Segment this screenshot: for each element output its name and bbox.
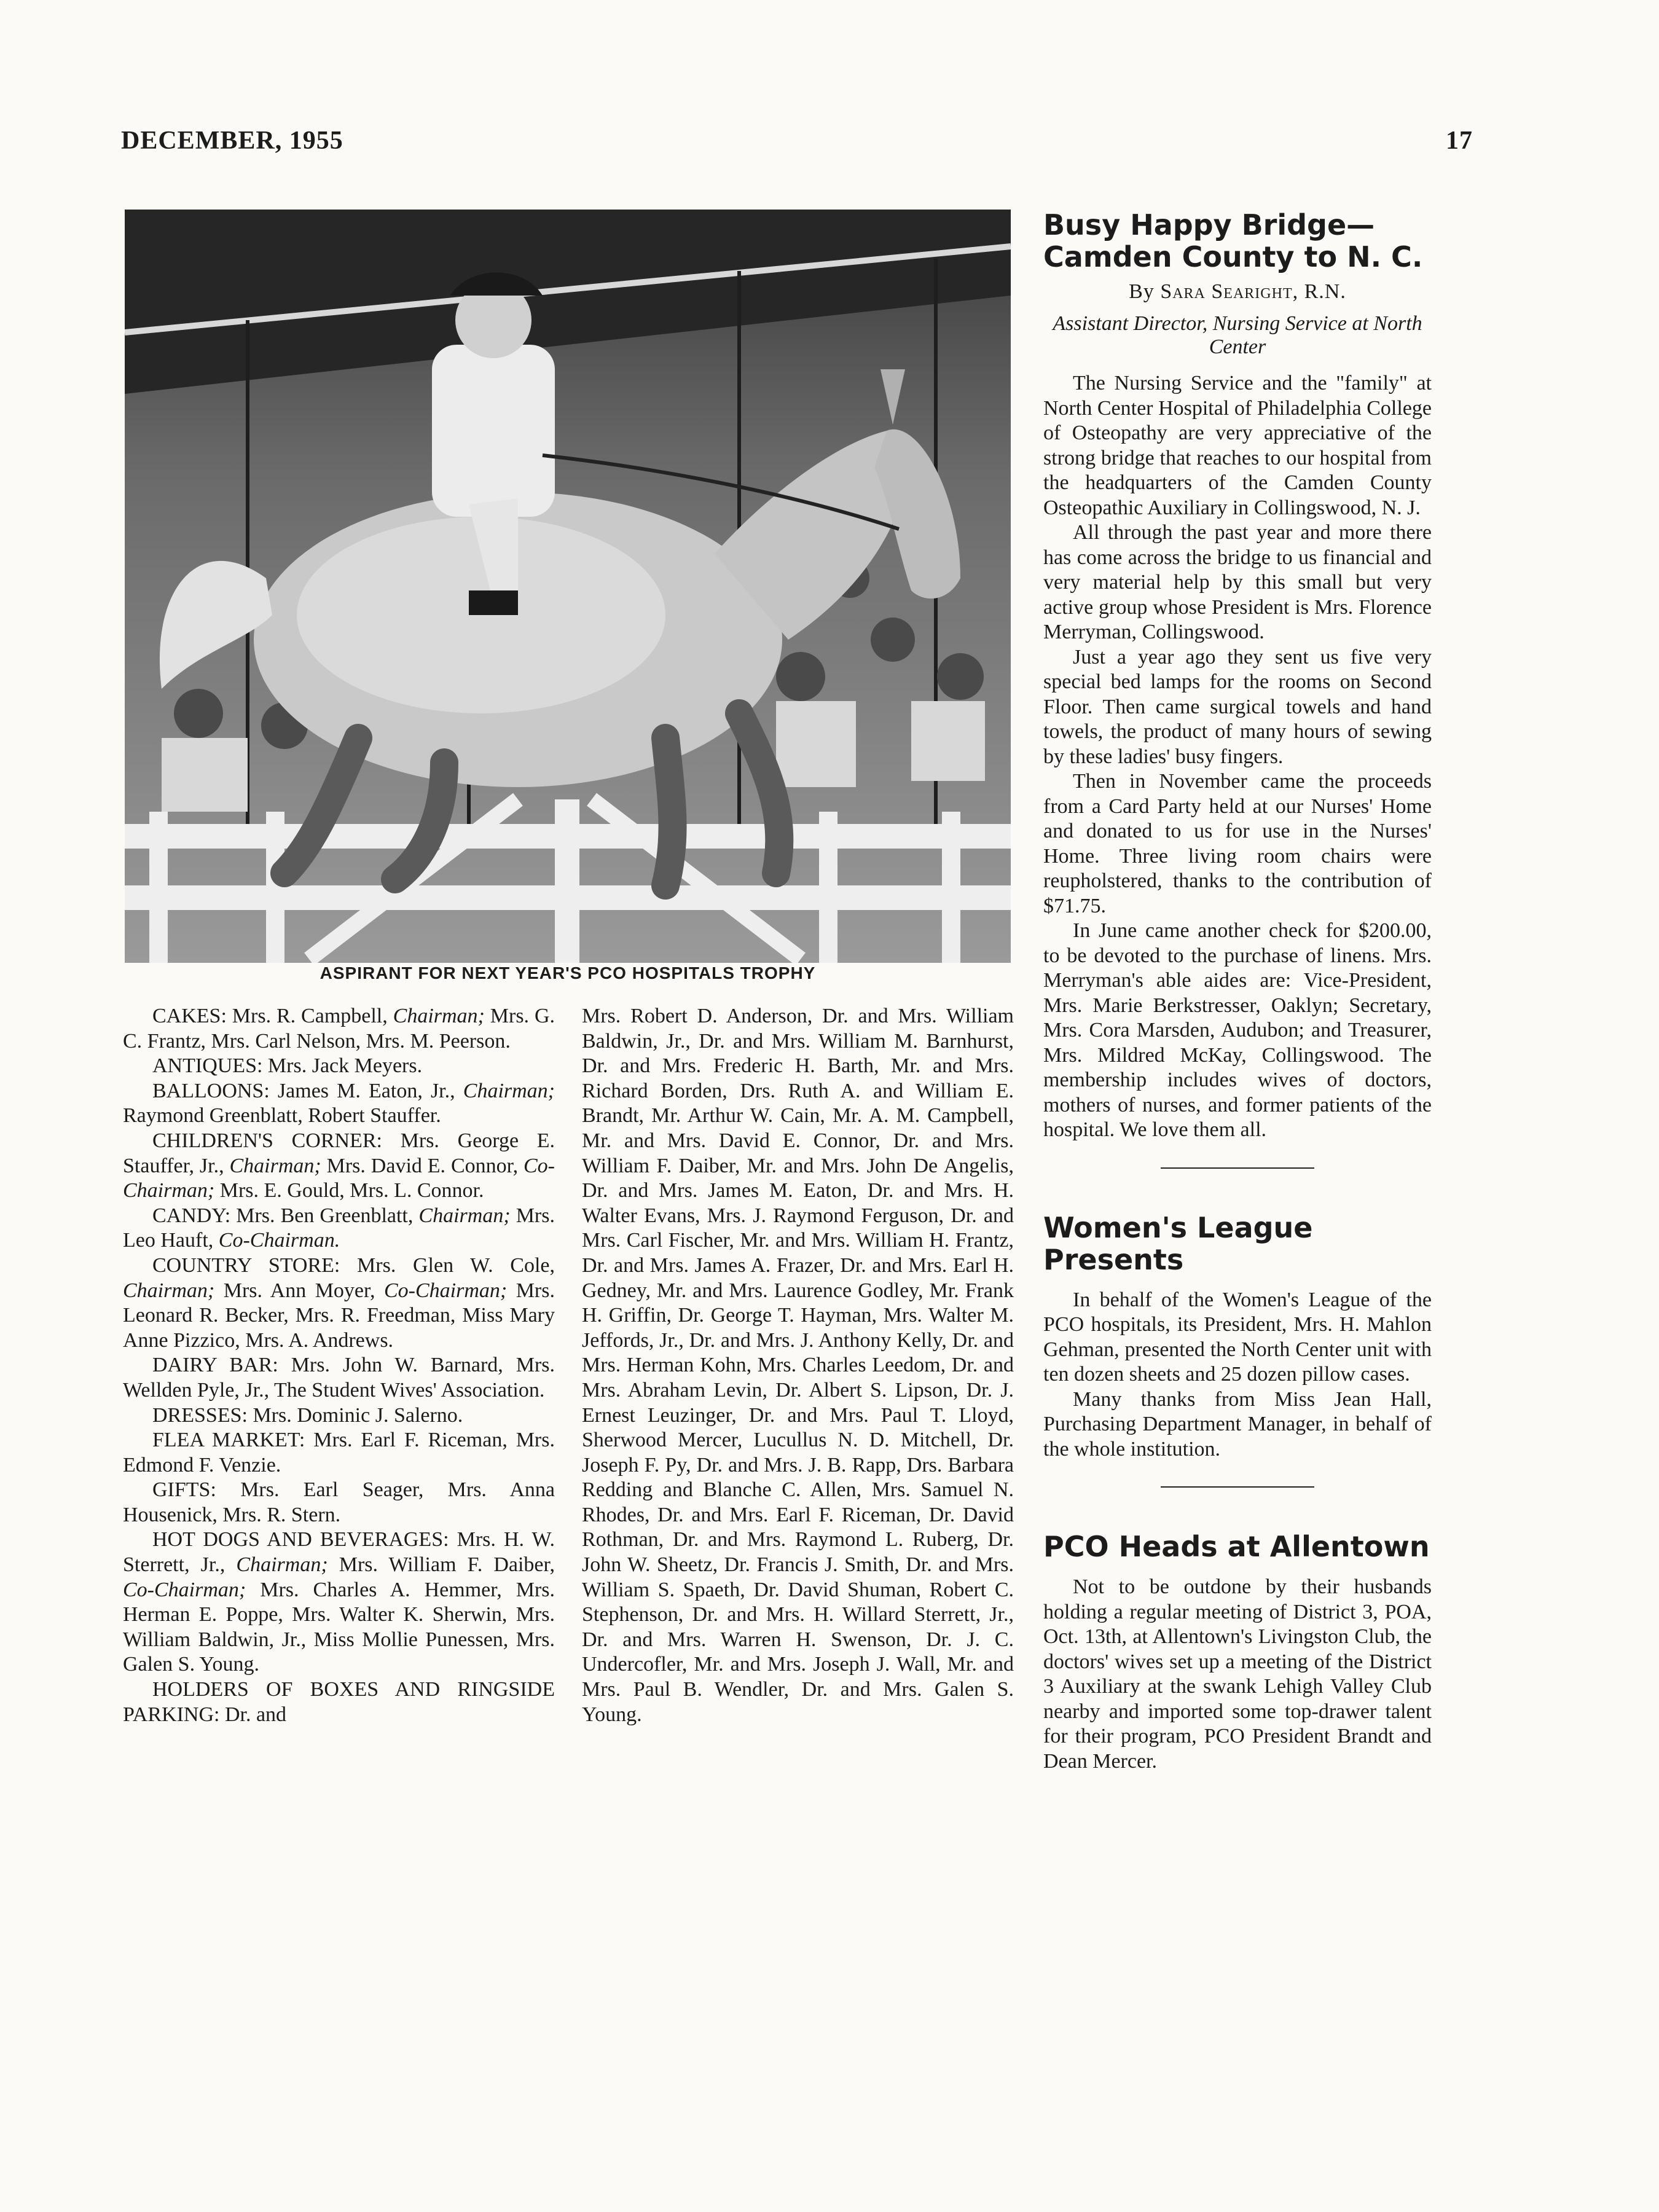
- committee-entry: DRESSES: Mrs. Dominic J. Salerno.: [152, 1403, 463, 1427]
- byline: [1043, 280, 1432, 304]
- paragraph: Not to be outdone by their husbands holding a regular meeting of District 3, POA, Oct. 13th, at Allentown's Livingston Club, the doctors' wives set up a meeting of the District 3 Auxiliary at the swank Lehigh Valley Club nearby and imported some top-drawer talent for their program, PCO President Brandt and Dean Mercer.: [1043, 1575, 1432, 1773]
- title-line-1: Busy Happy Bridge—: [1043, 208, 1375, 241]
- section-divider: [1161, 1486, 1314, 1488]
- page-header-date: DECEMBER, 1955: [121, 127, 343, 155]
- committee-entry: COUNTRY STORE: Mrs. Glen W. Cole, Chairman; Mrs. Ann Moyer, Co-Chairman; Mrs. Leonard R. Becker, Mrs. R. Freedman, Miss Mary Anne Pizzico, Mrs. A. Andrews.: [123, 1253, 555, 1352]
- committee-entry: ANTIQUES: Mrs. Jack Meyers.: [152, 1054, 423, 1078]
- ringside-holders-column: [582, 1004, 1014, 1727]
- committee-entry: FLEA MARKET: Mrs. Earl F. Riceman, Mrs. Edmond F. Venzie.: [123, 1429, 555, 1477]
- committee-entry: CHILDREN'S CORNER: Mrs. George E. Stauffer, Jr., Chairman; Mrs. David E. Connor, Co-Chairman; Mrs. E. Gould, Mrs. L. Connor.: [123, 1129, 555, 1202]
- author-credential: , R.N.: [1292, 280, 1346, 303]
- article-body-pco-heads: [1043, 1575, 1432, 1774]
- paragraph: Many thanks from Miss Jean Hall, Purchasing Department Manager, in behalf of the whole institution.: [1043, 1387, 1432, 1461]
- paragraph: Then in November came the proceeds from a Card Party held at our Nurses' Home and donated to us for use in the Nurses' Home. Three living room chairs were reupholstered, thanks to the contribution of $71.75.: [1043, 770, 1432, 917]
- article-body-womens-league: [1043, 1288, 1432, 1462]
- paragraph: In June came another check for $200.00, to be devoted to the purchase of linens. Mrs. Merryman's able aides are: Vice-President, Mrs. Marie Berkstresser, Oaklyn; Secretary, Mrs. Cora Marsden, Audubon; and Treasurer, Mrs. Mildred McKay, Collingswood. The membership includes wives of doctors, mothers of nurses, and former patients of the hospital. We love them all.: [1043, 919, 1432, 1141]
- ringside-holders-list: Mrs. Robert D. Anderson, Dr. and Mrs. William Baldwin, Jr., Dr. and Mrs. William M. Barnhurst, Dr. and Mrs. Frederic H. Barth, Mr. and Mrs. Richard Borden, Drs. Ruth A. and William E. Brandt, Mr. Arthur W. Cain, Mr. A. M. Campbell, Mr. and Mrs. David E. Connor, Dr. and Mrs. William F. Daiber, Mr. and Mrs. John De Angelis, Dr. and Mrs. James M. Eaton, Dr. and Mrs. H. Walter Evans, Mrs. J. Raymond Ferguson, Dr. and Mrs. Carl Fischer, Mr. and Mrs. William H. Frantz, Dr. and Mrs. James A. Frazer, Dr. and Mrs. Earl H. Gedney, Mr. and Mrs. Laurence Godley, Mr. Frank H. Griffin, Dr. George T. Hayman, Mrs. Walter M. Jeffords, Jr., Dr. and Mrs. J. Anthony Kelly, Dr. and Mrs. Herman Kohn, Mrs. Charles Leedom, Dr. and Mrs. Abraham Levin, Dr. Albert S. Lipson, Dr. J. Ernest Leuzinger, Dr. and Mrs. Paul T. Lloyd, Sherwood Mercer, Lucullus N. D. Mitchell, Dr. Joseph F. Py, Dr. and Mrs. J. B. Rapp, Drs. Barbara Redding and Blanche C. Allen, Mrs. Samuel N. Rhodes, Dr. and Mrs. Earl F. Riceman, Dr. David Rothman, Dr. and Mrs. Raymond L. Ruberg, Dr. John W. Sheetz, Dr. Francis J. Smith, Dr. and Mrs. William S. Spaeth, Dr. David Shuman, Robert C. Stephenson, Dr. and Mrs. H. Willard Sterrett, Jr., Dr. and Mrs. Warren H. Swenson, Dr. J. C. Undercofler, Mr. and Mrs. Joseph J. Wall, Mr. and Mrs. Paul B. Wendler, Dr. and Mrs. Galen S. Young.: [582, 1005, 1014, 1726]
- committee-entry: BALLOONS: James M. Eaton, Jr., Chairman; Raymond Greenblatt, Robert Stauffer.: [123, 1079, 555, 1128]
- section-divider: [1161, 1167, 1314, 1169]
- article-busy-happy-bridge: [1043, 209, 1432, 1774]
- committees-column: [123, 1004, 555, 1727]
- article-title: [1043, 209, 1432, 273]
- committee-entry: HOT DOGS AND BEVERAGES: Mrs. H. W. Sterrett, Jr., Chairman; Mrs. William F. Daiber, Co-Chairman; Mrs. Charles A. Hemmer, Mrs. Herman E. Poppe, Mrs. Walter K. Sherwin, Mrs. William Baldwin, Jr., Miss Mollie Punessen, Mrs. Galen S. Young.: [123, 1528, 555, 1676]
- paragraph: All through the past year and more there has come across the bridge to us financial and very material help by this small but very active group whose President is Mrs. Florence Merryman, Collingswood.: [1043, 521, 1432, 643]
- photo-caption: ASPIRANT FOR NEXT YEAR'S PCO HOSPITALS TROPHY: [320, 963, 816, 982]
- page-number: 17: [1446, 127, 1473, 155]
- paragraph: The Nursing Service and the "family" at North Center Hospital of Philadelphia College of Osteopathy are very appreciative of the strong bridge that reaches to our hospital from the headquarters of the Camden County Osteopathic Auxiliary in Collingswood, N. J.: [1043, 372, 1432, 519]
- author-affiliation: Assistant Director, Nursing Service at North Center: [1053, 312, 1422, 358]
- paragraph: Just a year ago they sent us five very special bed lamps for the rooms on Second Floor. Then came surgical towels and hand towels, the product of many hours of sewing by these ladies' busy fingers.: [1043, 645, 1432, 768]
- article-body: [1043, 371, 1432, 1143]
- article-title-womens-league: Women's League Presents: [1043, 1210, 1313, 1276]
- title-line-2: Camden County to N. C.: [1043, 240, 1423, 273]
- committee-entry: HOLDERS OF BOXES AND RINGSIDE PARKING: Dr. and: [123, 1678, 555, 1726]
- paragraph: In behalf of the Women's League of the PCO hospitals, its President, Mrs. H. Mahlon Gehman, presented the North Center unit with ten dozen sheets and 25 dozen pillow cases.: [1043, 1288, 1432, 1386]
- author-name: Sara Searight: [1160, 280, 1293, 303]
- article-title-pco-heads: PCO Heads at Allentown: [1043, 1530, 1430, 1563]
- committee-entry: CANDY: Mrs. Ben Greenblatt, Chairman; Mrs. Leo Hauft, Co-Chairman.: [123, 1204, 555, 1252]
- committee-entry: DAIRY BAR: Mrs. John W. Barnard, Mrs. Wellden Pyle, Jr., The Student Wives' Association.: [123, 1354, 555, 1402]
- horse-jump-photo: [125, 210, 1011, 963]
- committee-entry: GIFTS: Mrs. Earl Seager, Mrs. Anna Housenick, Mrs. R. Stern.: [123, 1478, 555, 1526]
- byline-prefix: By: [1129, 280, 1161, 303]
- committee-entry: CAKES: Mrs. R. Campbell, Chairman; Mrs. G. C. Frantz, Mrs. Carl Nelson, Mrs. M. Peerson.: [123, 1005, 555, 1053]
